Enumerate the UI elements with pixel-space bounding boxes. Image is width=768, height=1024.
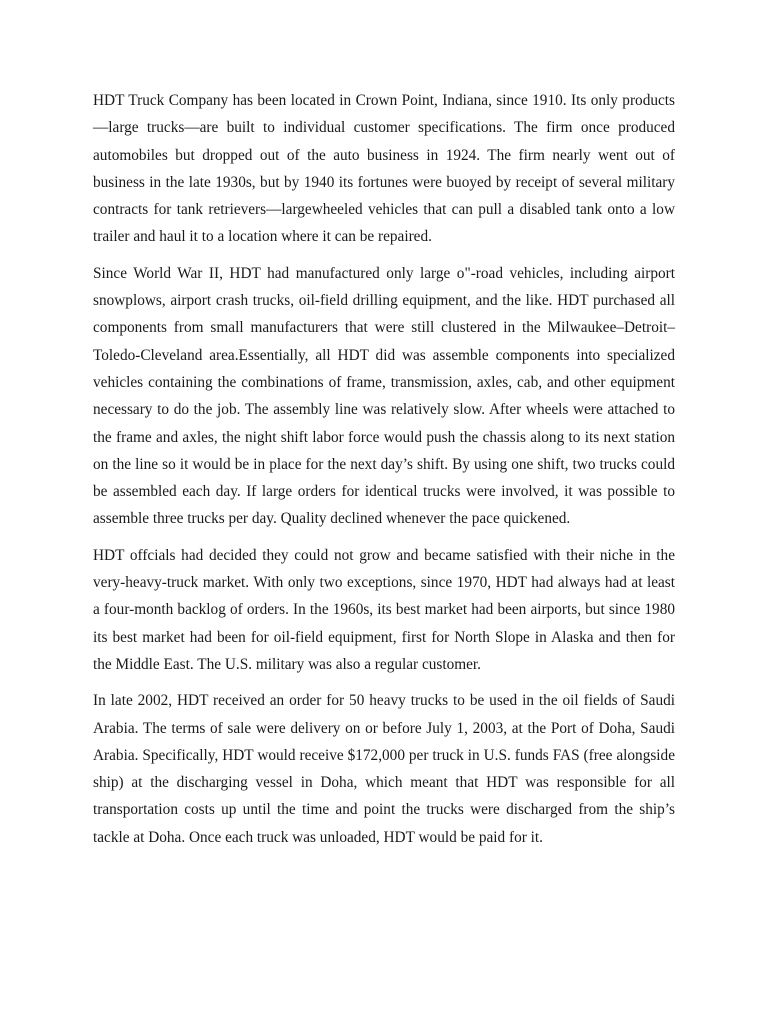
paragraph-saudi-order: In late 2002, HDT received an order for 50 heavy trucks to be used in the oil fields of Saudi Arabia. The terms of sale were delivery on or before July 1, 2003, at the Port of Doha, Saudi Arabia. Specifically, HDT would receive $172,000 per truck in U.S. funds FAS (free alongside ship) at the discharging vessel in Doha, which meant that HDT was responsible for all transportation costs up until the time and point the trucks were discharged from the ship’s tackle at Doha. Once each truck was unloaded, HDT would be paid for it. [93,692,675,846]
paragraph-company-history: HDT Truck Company has been located in Crown Point, Indiana, since 1910. Its only products—large trucks—are built to individual customer specifications. The firm once produced automobiles but dropped out of the auto business in 1924. The firm nearly went out of business in the late 1930s, but by 1940 its fortunes were buoyed by receipt of several military contracts for tank retrievers—largewheeled vehicles that can pull a disabled tank onto a low trailer and haul it to a location where it can be repaired. [93,92,675,246]
paragraph-market-niche: HDT offcials had decided they could not grow and became satisfied with their niche in the very-heavy-truck market. With only two exceptions, since 1970, HDT had always had at least a four-month backlog of orders. In the 1960s, its best market had been airports, but since 1980 its best market had been for oil-field equipment, first for North Slope in Alaska and then for the Middle East. The U.S. military was also a regular customer. [93,546,675,673]
document-body [93,87,675,860]
paragraph-postwar-production: Since World War II, HDT had manufactured only large o"-road vehicles, including airport snowplows, airport crash trucks, oil-field drilling equipment, and the like. HDT purchased all components from small manufacturers that were still clustered in the Milwaukee–Detroit–Toledo-Cleveland area.Essentially, all HDT did was assemble components into specialized vehicles containing the combinations of frame, transmission, axles, cab, and other equipment necessary to do the job. The assembly line was relatively slow. After wheels were attached to the frame and axles, the night shift labor force would push the chassis along to its next station on the line so it would be in place for the next day’s shift. By using one shift, two trucks could be assembled each day. If large orders for identical trucks were involved, it was possible to assemble three trucks per day. Quality declined whenever the pace quickened. [93,264,675,528]
